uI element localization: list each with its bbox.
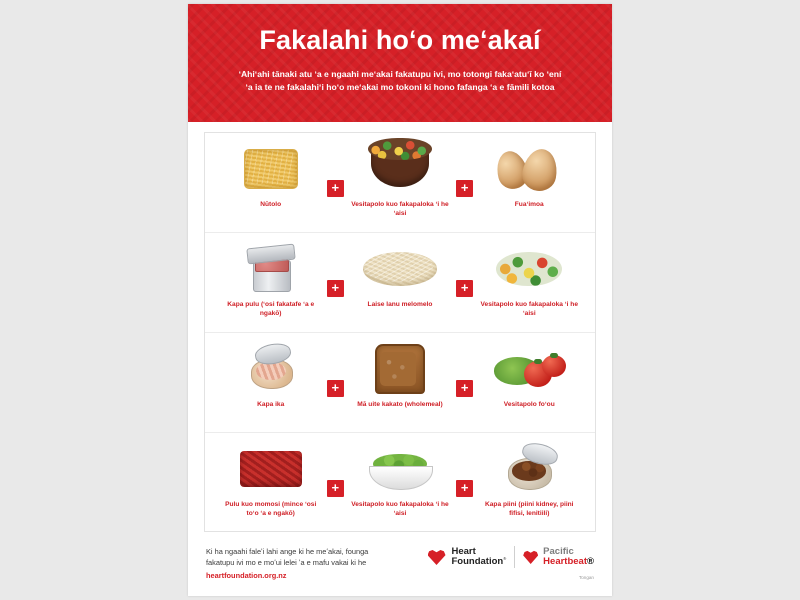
- plus-icon: +: [327, 180, 344, 197]
- food-item-wholemeal-bread: [346, 333, 453, 433]
- plus-icon: +: [456, 480, 473, 497]
- food-row: [205, 133, 595, 233]
- canned-corned-beef-icon: [221, 241, 321, 297]
- footer-logos: [428, 542, 595, 580]
- food-caption: Kapa piini (piini kidney, piini fifisi, lenitiili): [484, 501, 574, 517]
- poster-subtitle-line2: ʻa ia te ne fakalahiʻi hoʻo meʻakai mo tokoni ki hono fafanga ʻa e fāmili kotoa: [245, 81, 555, 92]
- food-item-canned-corned-beef: [217, 233, 324, 333]
- food-item-beef-mince: [217, 433, 324, 533]
- frozen-vegetables-bowl-icon: [350, 141, 450, 197]
- food-caption: Pulu kuo momosi (mince ʻosi toʻo ʻa e ngakō): [225, 501, 317, 517]
- footer-text: [206, 542, 368, 581]
- eggs-icon: [479, 141, 579, 197]
- footer-text-line2: fakatupu ivi mo e moʻui lelei ʻa e mafu vakai ki he: [206, 558, 367, 568]
- heart-foundation-line1: Heart: [451, 545, 476, 557]
- heart-foundation-logo-text: [452, 547, 507, 567]
- footer-text-line1: Ki ha ngaahi faleʻi lahi ange ki he meʻakai, founga: [206, 547, 369, 556]
- food-row: [205, 433, 595, 533]
- food-row: [205, 233, 595, 333]
- food-item-canned-beans: [476, 433, 583, 533]
- language-tag: Tongan: [578, 575, 594, 580]
- brown-rice-icon: [350, 241, 450, 297]
- pacific-heartbeat-line2: Heartbeat: [543, 556, 587, 567]
- food-caption: Fuaʻimoa: [514, 201, 544, 208]
- food-caption: Kapa ika: [257, 401, 285, 408]
- plus-operator: [454, 333, 476, 433]
- canned-beans-icon: [479, 441, 579, 497]
- plus-operator: [454, 233, 476, 333]
- food-caption: Vesitapolo kuo fakapaloka ʻi he ʻaisi: [351, 201, 449, 217]
- pacific-heartbeat-logo: [523, 547, 594, 567]
- food-item-canned-fish: [217, 333, 324, 433]
- beef-mince-icon: [221, 441, 321, 497]
- logo-divider: [514, 546, 515, 568]
- plus-operator: [324, 333, 346, 433]
- fresh-vegetables-icon: [479, 341, 579, 397]
- food-caption: Vesitapolo kuo fakapaloka ʻi he ʻaisi: [480, 301, 578, 317]
- pacific-heartbeat-line1: Pacific: [543, 546, 574, 558]
- heartfoundation-link[interactable]: heartfoundation.org.nz: [206, 570, 287, 580]
- poster: [188, 4, 612, 596]
- plus-operator: [324, 133, 346, 233]
- plus-icon: +: [327, 380, 344, 397]
- instant-noodles-icon: [221, 141, 321, 197]
- food-combination-card: [204, 132, 596, 532]
- heart-foundation-line2: Foundation: [451, 556, 504, 568]
- food-caption: Nūtolo: [260, 201, 282, 208]
- heart-foundation-logo: [428, 547, 507, 567]
- plus-icon: +: [456, 280, 473, 297]
- plus-operator: [324, 233, 346, 333]
- plus-icon: +: [456, 180, 473, 197]
- heart-icon: [523, 549, 539, 565]
- plus-operator: [454, 133, 476, 233]
- frozen-mixed-vegetables-icon: [479, 241, 579, 297]
- plus-operator: [454, 433, 476, 533]
- food-item-frozen-vegetables-bowl: [346, 133, 453, 233]
- poster-footer: [188, 538, 612, 596]
- food-item-noodles: [217, 133, 324, 233]
- food-caption: Kapa pulu (ʻosi fakatafe ʻa e ngakō): [227, 301, 315, 317]
- plus-icon: +: [456, 380, 473, 397]
- food-row: [205, 333, 595, 433]
- heart-foundation-tm: ®: [503, 555, 507, 561]
- poster-subtitle-line1: ʻAhiʻahi tānaki atu ʻa e ngaahi meʻakai fakatupu ivi, mo totongi fakaʻatuʻī ko ʻení: [238, 68, 562, 79]
- food-caption: Laise lanu melomelo: [367, 301, 433, 308]
- heart-icon: [428, 547, 448, 567]
- plus-icon: +: [327, 280, 344, 297]
- pacific-heartbeat-logo-text: [543, 547, 594, 567]
- food-item-fresh-vegetables: [476, 333, 583, 433]
- poster-title: Fakalahi hoʻo meʻakaí: [259, 25, 541, 55]
- food-item-brown-rice: [346, 233, 453, 333]
- poster-subtitle: [210, 68, 590, 94]
- plus-icon: +: [327, 480, 344, 497]
- food-caption: Mā uite kakato (wholemeal): [357, 401, 443, 408]
- poster-header: [188, 4, 612, 122]
- food-item-frozen-mixed-vegetables: [476, 233, 583, 333]
- wholemeal-bread-icon: [350, 341, 450, 397]
- food-item-frozen-peas-bowl: [346, 433, 453, 533]
- frozen-peas-bowl-icon: [350, 441, 450, 497]
- food-item-eggs: [476, 133, 583, 233]
- food-caption: Vesitapolo kuo fakapaloka ʻi he ʻaisi: [351, 501, 449, 517]
- plus-operator: [324, 433, 346, 533]
- pacific-heartbeat-tm: ®: [587, 556, 594, 567]
- canned-fish-icon: [221, 341, 321, 397]
- food-caption: Vesitapolo foʻou: [503, 401, 555, 408]
